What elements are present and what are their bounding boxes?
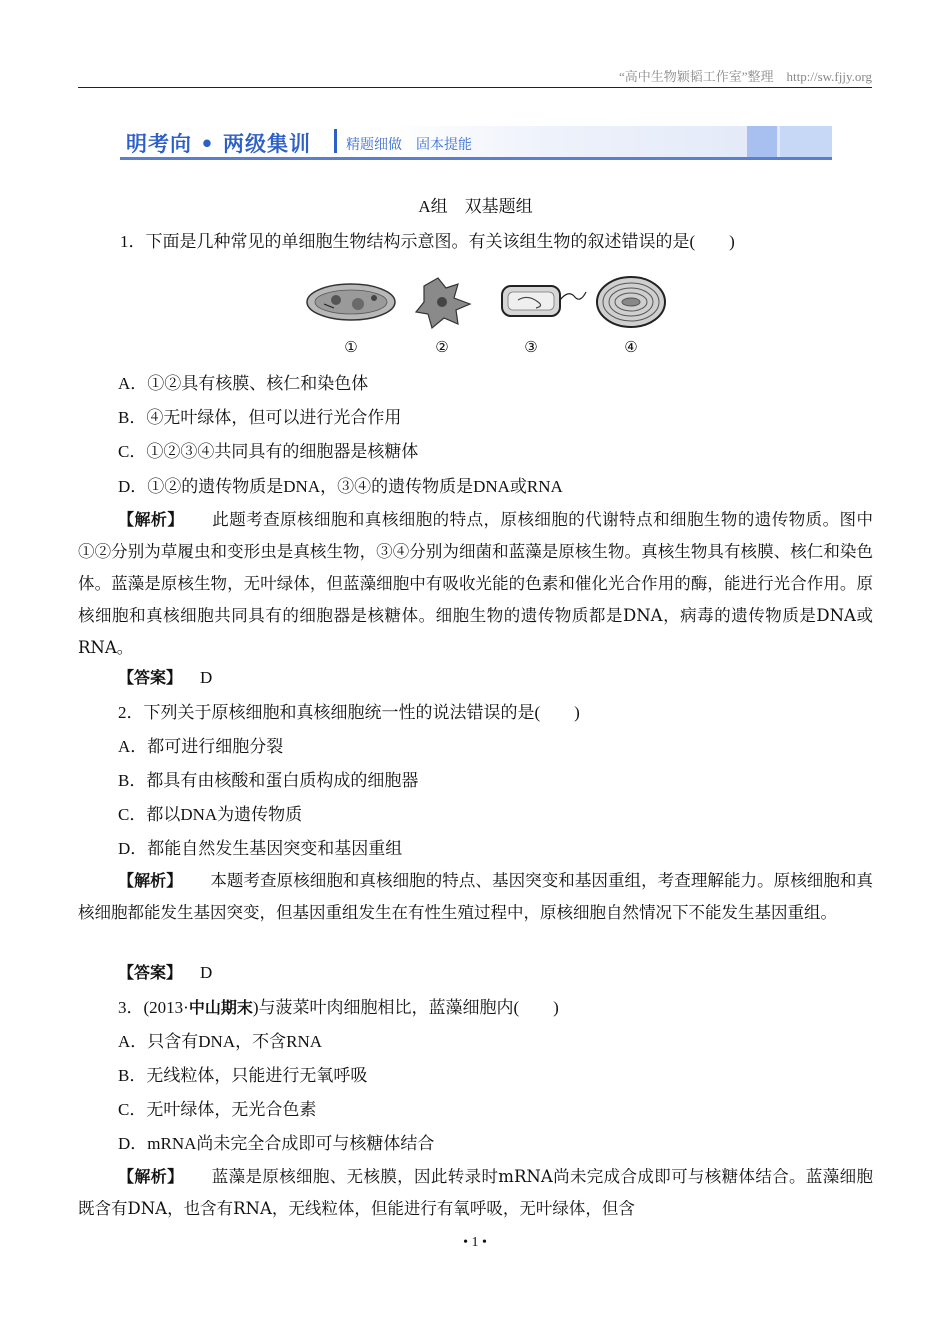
q2-analysis-tag: 【解析】 <box>118 871 183 890</box>
banner-title: 明考向 • 两级集训 <box>126 132 312 156</box>
q2-answer-tag: 【答案】 <box>118 963 183 982</box>
q2-option-d: D．都能自然发生基因突变和基因重组 <box>118 839 403 858</box>
q1-answer-tag: 【答案】 <box>118 668 183 687</box>
q2-option-b: B．都具有由核酸和蛋白质构成的细胞器 <box>118 771 419 790</box>
banner-separator <box>334 129 337 153</box>
amoeba-icon <box>416 278 470 328</box>
figure-label-1: ① <box>344 338 358 356</box>
q3-analysis-text: 蓝藻是原核细胞、无核膜，因此转录时mRNA尚未完成合成即可与核糖体结合。蓝藻细胞既含有DNA，也含有RNA，无线粒体，但能进行有氧呼吸，无叶绿体，但含 <box>78 1167 873 1218</box>
banner-accent-block-2 <box>780 126 832 157</box>
q3-analysis <box>78 1161 873 1225</box>
group-title: A组 双基题组 <box>418 197 533 216</box>
q1-option-a: A．①②具有核膜、核仁和染色体 <box>118 374 369 393</box>
q2-analysis <box>78 865 873 929</box>
cyanobacterium-icon <box>597 277 665 327</box>
q2-option-c: C．都以DNA为遗传物质 <box>118 805 303 824</box>
q2-analysis-text: 本题考查原核细胞和真核细胞的特点、基因突变和基因重组，考查理解能力。原核细胞和真核细胞都能发生基因突变，但基因重组发生在有性生殖过程中，原核细胞自然情况下不能发生基因重组。 <box>78 871 873 922</box>
bacterium-icon <box>502 286 586 316</box>
page-number: • 1 • <box>463 1235 487 1250</box>
figure-label-4: ④ <box>624 338 638 356</box>
q3-option-b: B．无线粒体，只能进行无氧呼吸 <box>118 1066 368 1085</box>
q2-stem: 2．下列关于原核细胞和真核细胞统一性的说法错误的是( ) <box>118 703 580 722</box>
q1-analysis <box>78 504 873 664</box>
paramecium-icon <box>307 284 395 320</box>
q3-option-d: D．mRNA尚未完全合成即可与核糖体结合 <box>118 1134 435 1153</box>
q3-stem-source: 中山期末 <box>188 998 253 1017</box>
q1-option-c: C．①②③④共同具有的细胞器是核糖体 <box>118 442 419 461</box>
q1-answer-value: D <box>200 668 213 687</box>
q3-stem <box>118 996 559 1020</box>
q1-analysis-tag: 【解析】 <box>118 510 184 529</box>
q1-option-b: B．④无叶绿体，但可以进行光合作用 <box>118 408 402 427</box>
banner-accent-block <box>747 126 777 157</box>
q2-answer <box>118 961 212 985</box>
q3-option-a: A．只含有DNA，不含RNA <box>118 1032 322 1051</box>
header-rule <box>78 87 872 88</box>
q2-answer-value: D <box>200 963 213 982</box>
q3-stem-number: 3．(2013· <box>118 998 189 1017</box>
banner-subtitle: 精题细做 固本提能 <box>346 137 472 153</box>
header-credit: “高中生物颖韬工作室”整理 http://sw.fjjy.org <box>618 69 872 84</box>
q3-stem-text: )与菠菜叶肉细胞相比，蓝藻细胞内( ) <box>252 998 559 1017</box>
q3-option-c: C．无叶绿体，无光合色素 <box>118 1100 317 1119</box>
figure-label-2: ② <box>435 338 449 356</box>
cell-diagrams <box>306 274 676 334</box>
q3-analysis-tag: 【解析】 <box>118 1167 184 1186</box>
section-banner <box>120 126 832 160</box>
q1-stem: 1．下面是几种常见的单细胞生物结构示意图。有关该组生物的叙述错误的是( ) <box>120 232 735 251</box>
q1-analysis-text: 此题考查原核细胞和真核细胞的特点，原核细胞的代谢特点和细胞生物的遗传物质。图中①②分别为草履虫和变形虫是真核生物，③④分别为细菌和蓝藻是原核生物。真核生物具有核膜、核仁和染色体。蓝藻是原核生物，无叶绿体，但蓝藻细胞中有吸收光能的色素和催化光合作用的酶，能进行光合作用。原核细胞和真核细胞共同具有的细胞器是核糖体。细胞生物的遗传物质都是DNA，病毒的遗传物质是DNA或RNA。 <box>78 510 873 657</box>
cell-figure <box>306 274 676 364</box>
q1-answer <box>118 666 212 690</box>
figure-label-3: ③ <box>524 338 538 356</box>
q2-option-a: A．都可进行细胞分裂 <box>118 737 284 756</box>
q1-option-d: D．①②的遗传物质是DNA，③④的遗传物质是DNA或RNA <box>118 477 563 496</box>
